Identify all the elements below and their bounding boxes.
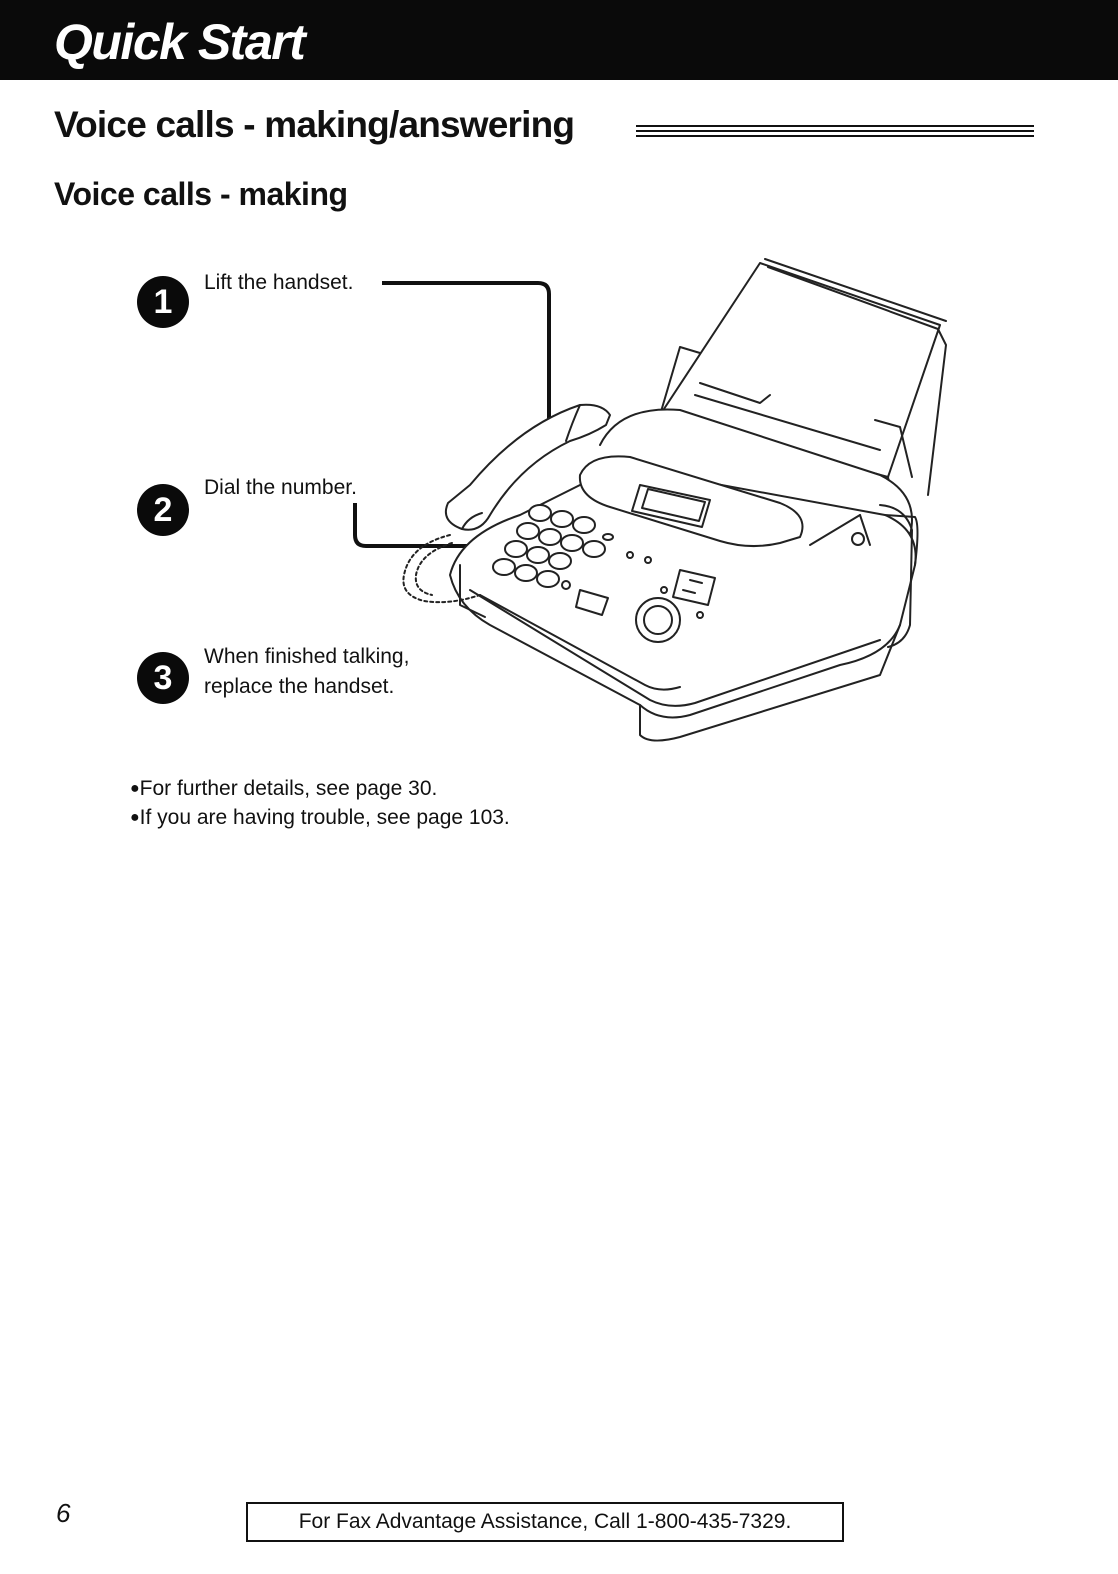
step-3-line-2: replace the handset. [204,675,395,698]
step-badge-1: 1 [137,276,189,328]
step-badge-2: 2 [137,484,189,536]
note-item: ●For further details, see page 30. [130,777,438,800]
sub-heading: Voice calls - making [54,176,348,212]
step-2-line-1: Dial the number. [204,476,357,499]
assistance-box: For Fax Advantage Assistance, Call 1-800-435-7329. [246,1502,844,1542]
header-title: Quick Start [54,14,305,70]
fax-machine-icon [340,245,980,745]
section-heading: Voice calls - making/answering [54,104,575,145]
step-1-line-1: Lift the handset. [204,271,354,294]
step-3-line-1: When finished talking, [204,645,410,668]
notes-list [130,774,510,832]
page-number: 6 [56,1498,71,1528]
step-badge-3: 3 [137,652,189,704]
note-item: ●If you are having trouble, see page 103. [130,806,510,829]
note-text-1: For further details, see page 30. [139,777,438,800]
note-text-2: If you are having trouble, see page 103. [139,806,510,829]
